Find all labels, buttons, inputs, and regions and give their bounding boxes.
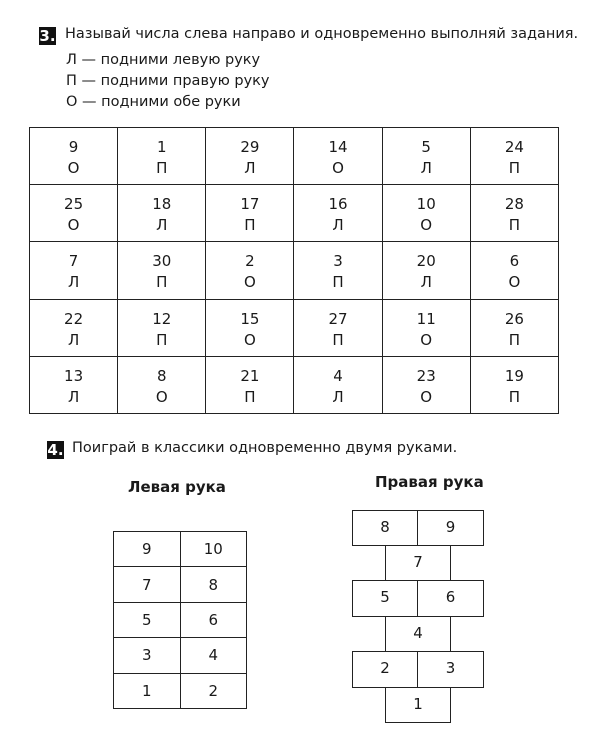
cell-letter: Л (332, 216, 344, 235)
cell-number: 13 (64, 366, 84, 385)
cell-letter: П (332, 330, 344, 349)
cell-letter: Л (67, 273, 80, 292)
hopscotch-row (114, 638, 247, 673)
grid-cell (118, 185, 206, 242)
cell-letter: П (508, 159, 521, 178)
grid-cell (118, 242, 206, 299)
grid-cell (30, 128, 118, 185)
cell-number: 16 (328, 195, 348, 214)
hopscotch-cell: 10 (180, 532, 247, 567)
cell-letter: Л (420, 273, 432, 292)
grid-cell (470, 128, 558, 185)
hopscotch-cell: 7 (385, 545, 451, 581)
cell-number: 30 (152, 252, 172, 271)
grid-cell (382, 242, 470, 299)
cell-letter: П (508, 330, 521, 349)
grid-cell (382, 299, 470, 356)
cell-number: 28 (504, 195, 524, 214)
cell-letter: О (243, 330, 256, 349)
grid-cell (294, 356, 382, 413)
grid-cell (206, 356, 294, 413)
cell-letter: Л (332, 387, 344, 406)
cell-letter: О (67, 216, 80, 235)
hopscotch-row (114, 673, 247, 708)
hopscotch-cell: 6 (180, 602, 247, 637)
cell-letter: Л (156, 216, 168, 235)
grid-cell (294, 185, 382, 242)
grid-cell (30, 242, 118, 299)
hopscotch-row (114, 532, 247, 567)
grid-cell (382, 128, 470, 185)
hopscotch-row (114, 602, 247, 637)
grid-cell (470, 356, 558, 413)
cell-number: 9 (68, 138, 79, 157)
cell-letter: Л (67, 330, 80, 349)
cell-letter: П (508, 216, 521, 235)
grid-row (30, 185, 559, 242)
cell-number: 26 (504, 309, 524, 328)
grid-cell (294, 128, 382, 185)
hopscotch-cell: 4 (385, 616, 451, 652)
cell-letter: Л (244, 159, 256, 178)
grid-cell (118, 128, 206, 185)
cell-number: 17 (240, 195, 260, 214)
cell-number: 7 (68, 252, 79, 271)
cell-letter: О (420, 387, 433, 406)
grid-row (30, 299, 559, 356)
hopscotch-cell: 5 (352, 580, 418, 617)
cell-letter: П (244, 387, 256, 406)
cell-letter: Л (420, 159, 432, 178)
grid-cell (382, 356, 470, 413)
rule-left-hand: Л — подними левую руку (66, 52, 261, 68)
cell-number: 19 (504, 366, 524, 385)
hopscotch-cell: 3 (114, 638, 181, 673)
grid-cell (206, 242, 294, 299)
grid-cell (294, 299, 382, 356)
hopscotch-cell: 9 (417, 510, 484, 546)
task-3-number: 3. (39, 27, 56, 45)
cell-number: 23 (416, 366, 436, 385)
cell-letter: О (508, 273, 521, 292)
cell-number: 22 (64, 309, 84, 328)
hopscotch-cell: 1 (114, 673, 181, 708)
cell-letter: О (155, 387, 168, 406)
grid-row (30, 242, 559, 299)
cell-letter: П (156, 273, 168, 292)
hopscotch-cell: 3 (417, 651, 484, 688)
cell-number: 20 (416, 252, 436, 271)
grid-cell (118, 299, 206, 356)
grid-cell (30, 299, 118, 356)
hopscotch-cell: 6 (417, 580, 484, 617)
cell-letter: О (420, 216, 433, 235)
cell-number: 11 (416, 309, 436, 328)
hopscotch-cell: 5 (114, 602, 181, 637)
cell-letter: П (156, 330, 168, 349)
cell-number: 10 (416, 195, 436, 214)
left-hand-title: Левая рука (128, 478, 226, 496)
hopscotch-cell: 7 (114, 567, 181, 602)
cell-letter: О (420, 330, 433, 349)
cell-number: 6 (509, 252, 520, 271)
grid-cell (206, 128, 294, 185)
hopscotch-cell: 9 (114, 532, 181, 567)
cell-number: 27 (328, 309, 348, 328)
cell-letter: О (332, 159, 344, 178)
grid-cell (206, 299, 294, 356)
cell-number: 4 (333, 366, 343, 385)
hopscotch-cell: 2 (352, 651, 418, 688)
grid-cell (30, 185, 118, 242)
task-4-number: 4. (47, 441, 64, 459)
grid-cell (30, 356, 118, 413)
cell-number: 2 (245, 252, 255, 271)
grid-row (30, 356, 559, 413)
hopscotch-cell: 4 (180, 638, 247, 673)
hopscotch-cell: 8 (352, 510, 418, 546)
grid-row (30, 128, 559, 185)
cell-number: 24 (504, 138, 524, 157)
grid-cell (118, 356, 206, 413)
cell-letter: П (332, 273, 344, 292)
cell-number: 1 (156, 138, 167, 157)
cell-letter: П (244, 216, 256, 235)
cell-number: 12 (152, 309, 172, 328)
cell-number: 18 (152, 195, 172, 214)
cell-number: 14 (328, 138, 348, 157)
cell-number: 5 (421, 138, 431, 157)
cell-number: 21 (240, 366, 260, 385)
cell-number: 3 (333, 252, 343, 271)
rule-both-hands: О — подними обе руки (66, 94, 241, 110)
cell-number: 25 (64, 195, 84, 214)
cell-letter: П (156, 159, 168, 178)
cell-number: 29 (240, 138, 260, 157)
hopscotch-cell: 8 (180, 567, 247, 602)
cell-letter: Л (67, 387, 80, 406)
rule-right-hand: П — подними правую руку (66, 73, 270, 89)
cell-letter: О (67, 159, 80, 178)
cell-number: 15 (240, 309, 260, 328)
hopscotch-cell: 1 (385, 687, 451, 723)
grid-cell (470, 185, 558, 242)
cell-number: 8 (156, 366, 167, 385)
hopscotch-row (114, 567, 247, 602)
grid-cell (470, 242, 558, 299)
grid-cell (382, 185, 470, 242)
grid-cell (294, 242, 382, 299)
right-hand-title: Правая рука (375, 473, 484, 491)
hopscotch-cell: 2 (180, 673, 247, 708)
number-letter-grid (29, 127, 559, 414)
grid-cell (470, 299, 558, 356)
cell-letter: П (508, 387, 521, 406)
left-hopscotch-grid (113, 531, 247, 709)
cell-letter: О (243, 273, 256, 292)
task-4-instruction: Поиграй в классики одновременно двумя руками. (72, 440, 458, 456)
task-3-instruction: Называй числа слева направо и одновременно выполняй задания. (65, 26, 579, 42)
grid-cell (206, 185, 294, 242)
